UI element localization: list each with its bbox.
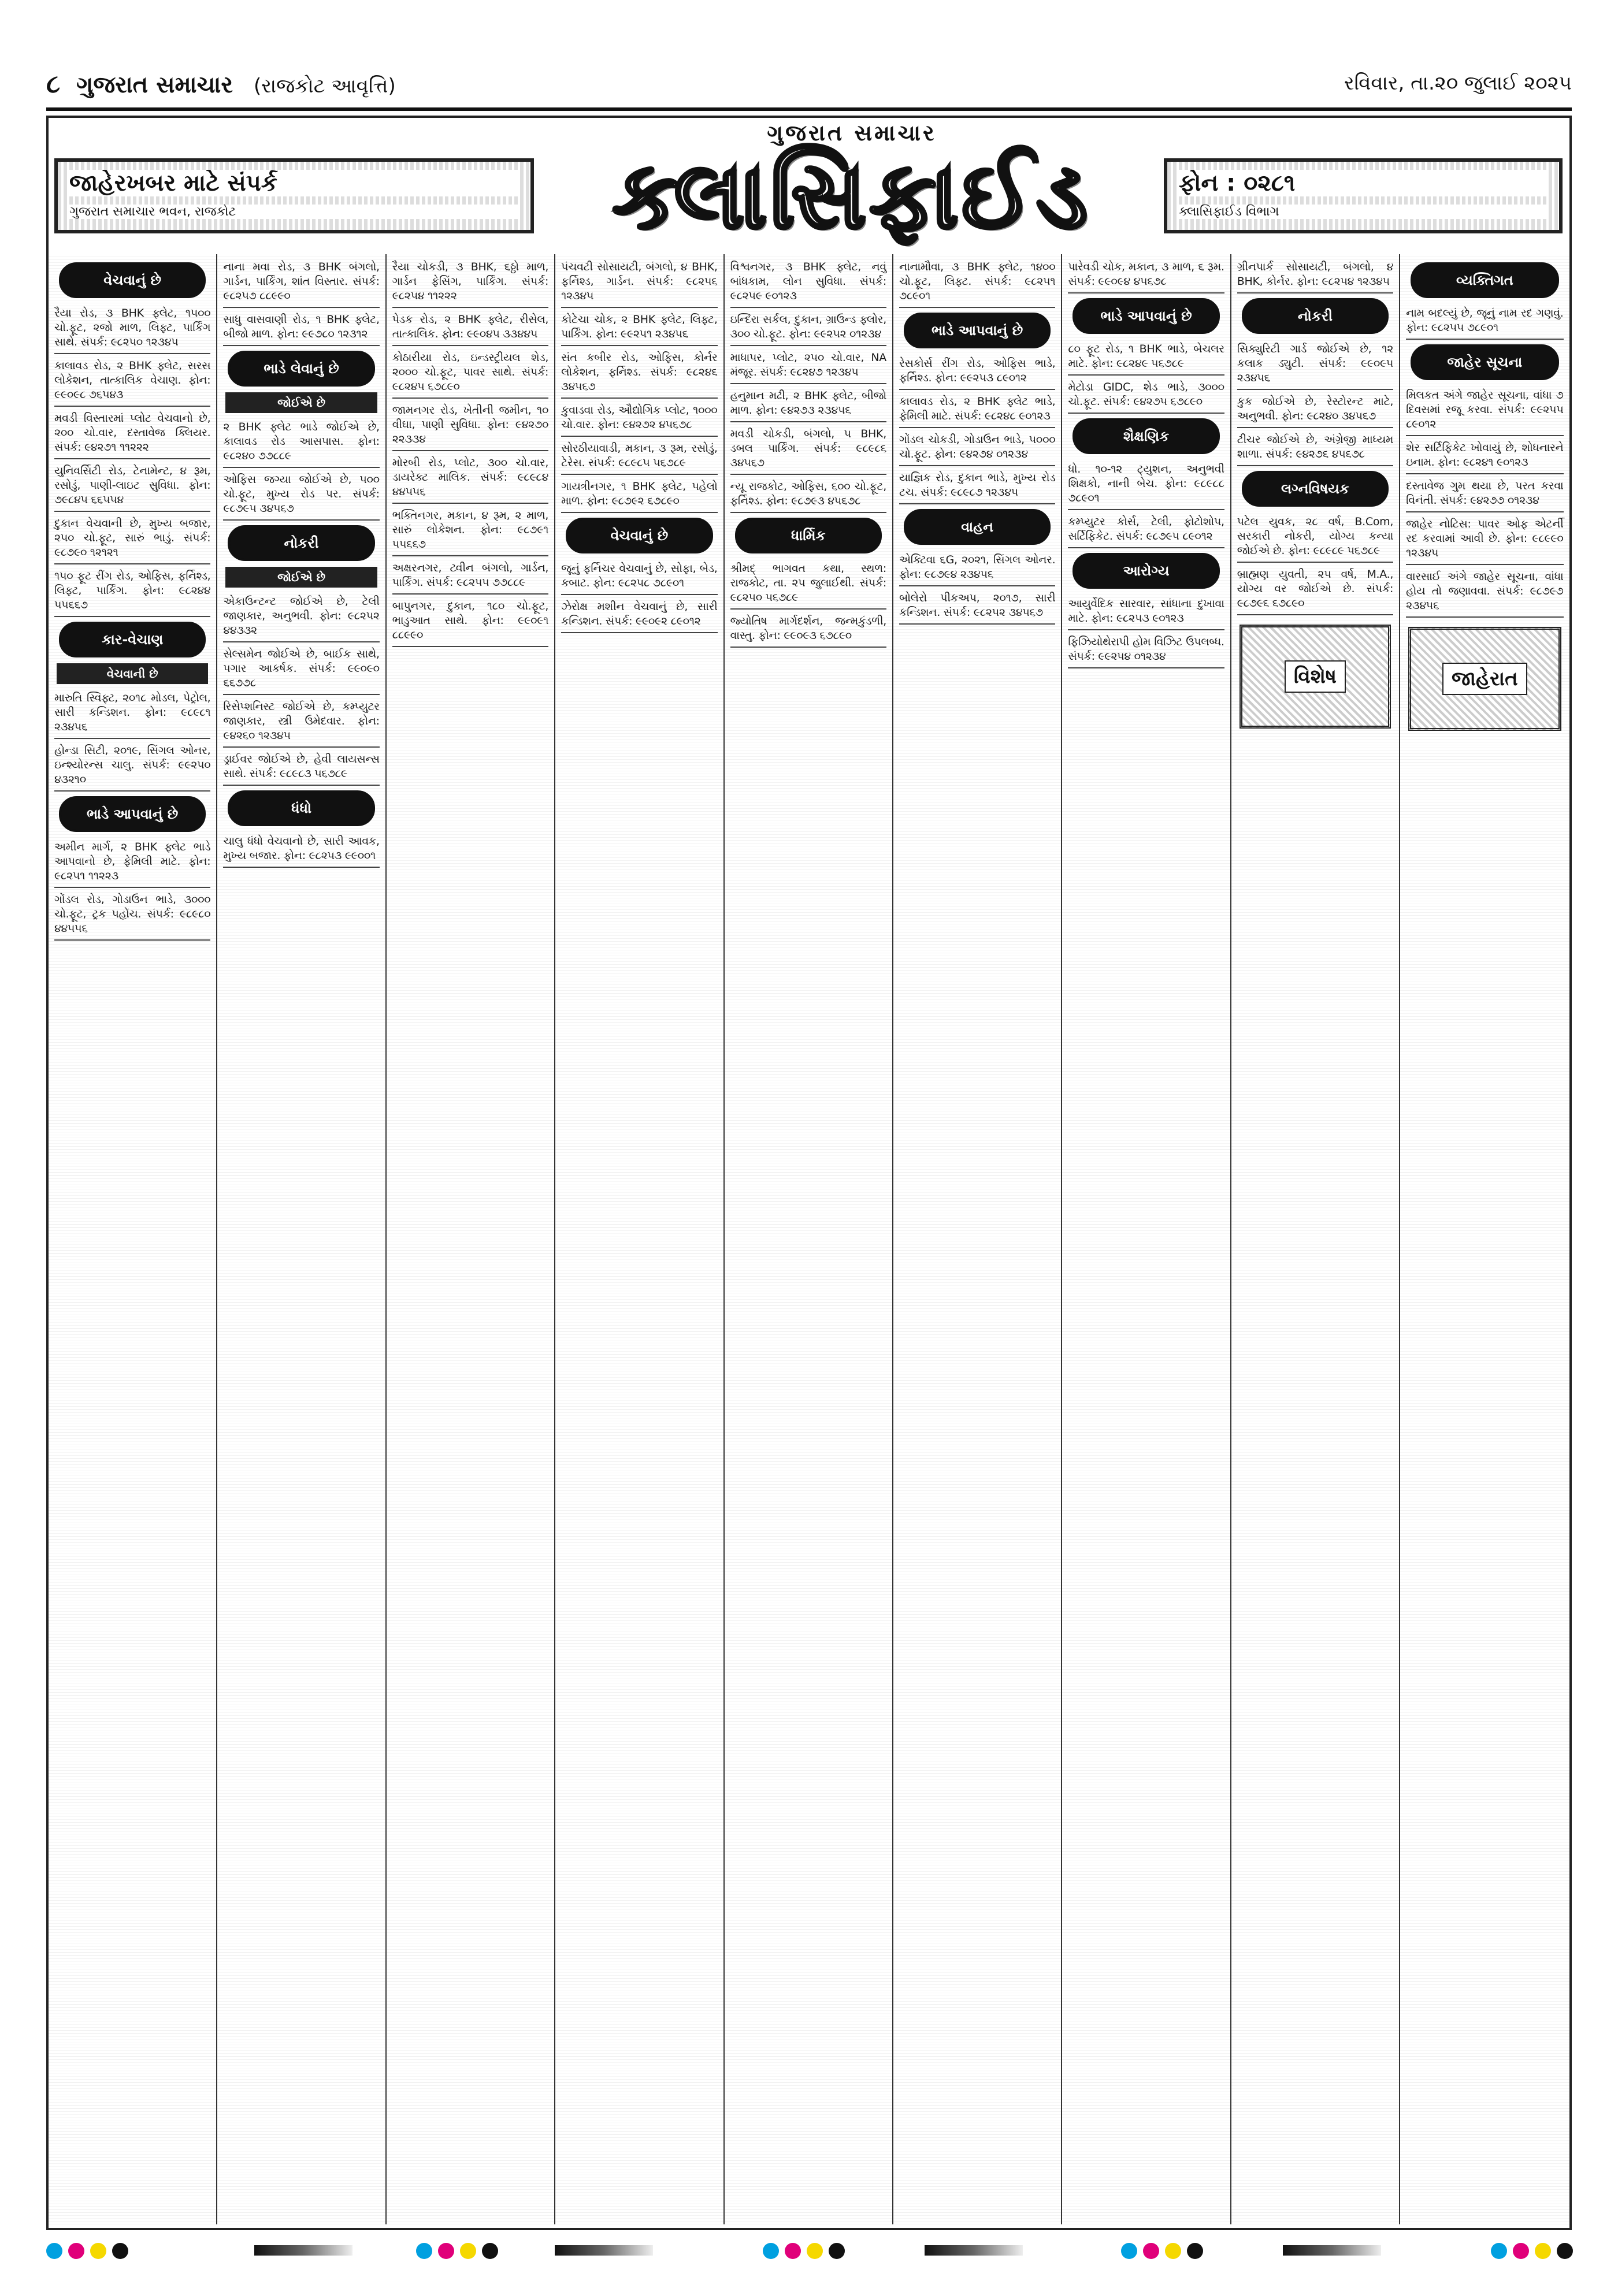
category-heading: આરોગ્ય <box>1073 553 1219 589</box>
classified-ad: કોટેચા ચોક, ૨ BHK ફ્લેટ, લિફ્ટ, પાર્કિંગ. ફોન: ૯૯૨૫૧ ૨૩૪૫૬ <box>561 310 717 346</box>
display-ad-box <box>1408 627 1561 731</box>
header-left <box>46 69 396 99</box>
classified-column <box>49 254 217 2224</box>
yellow-dot <box>1165 2243 1181 2259</box>
page-number: ૮ <box>46 69 61 99</box>
classified-ad: રૈયા ચોકડી, ૩ BHK, ૬ઠ્ઠો માળ, ગાર્ડન ફેસિંગ, પાર્કિંગ. સંપર્ક: ૯૮૨૫૪ ૧૧૨૨૨ <box>392 258 548 308</box>
yellow-dot <box>90 2243 106 2259</box>
classified-ad: ૨ BHK ફ્લેટ ભાડે જોઈએ છે, કાલાવડ રોડ આસપાસ. ફોન: ૯૮૨૪૦ ૭૭૮૮૯ <box>223 418 379 468</box>
classified-ad: વિશ્વનગર, ૩ BHK ફ્લેટ, નવું બાંધકામ, લોન સુવિધા. સંપર્ક: ૯૮૨૫૯ ૯૦૧૨૩ <box>730 258 886 308</box>
classified-column <box>893 254 1062 2224</box>
category-heading: લગ્નવિષયક <box>1242 471 1389 507</box>
category-heading: ધાર્મિક <box>735 518 882 553</box>
category-heading: વાહન <box>904 509 1051 545</box>
classified-ad: દસ્તાવેજ ગુમ થયા છે, પરત કરવા વિનંતી. સંપર્ક: ૯૪૨૭૭ ૦૧૨૩૪ <box>1406 477 1563 512</box>
classified-ad: હોન્ડા સિટી, ૨૦૧૯, સિંગલ ઓનર, ઇન્શ્યોરન્સ ચાલુ. સંપર્ક: ૯૯૨૫૦ ૪૩૨૧૦ <box>54 741 210 792</box>
classified-ad: ગોંડલ રોડ, ગોડાઉન ભાડે, ૩૦૦૦ ચો.ફૂટ, ટ્રક પહોંચ. સંપર્ક: ૯૮૯૮૦ ૪૪૫૫૬ <box>54 890 210 941</box>
classified-ad: વારસાઈ અંગે જાહેર સૂચના, વાંધા હોય તો જણાવવા. સંપર્ક: ૯૮૭૯૭ ૨૩૪૫૬ <box>1406 567 1563 618</box>
classified-ad: ઇન્દિરા સર્કલ, દુકાન, ગ્રાઉન્ડ ફ્લોર, ૩૦૦ ચો.ફૂટ. ફોન: ૯૯૨૫૨ ૦૧૨૩૪ <box>730 310 886 346</box>
classified-ad: સાધુ વાસવાણી રોડ, ૧ BHK ફ્લેટ, બીજો માળ. ફોન: ૯૯૭૮૦ ૧૨૩૧૨ <box>223 310 379 346</box>
classified-column <box>1231 254 1400 2224</box>
classified-ad: મવડી વિસ્તારમાં પ્લોટ વેચવાનો છે, ૨૦૦ ચો.વાર, દસ્તાવેજ ક્લિયર. સંપર્ક: ૯૪૨૭૧ ૧૧૨૨૨ <box>54 409 210 459</box>
magenta-dot <box>785 2243 801 2259</box>
masthead-right-line1: ફોન : ૦૨૮૧ <box>1179 170 1549 196</box>
category-heading: ભાડે આપવાનું છે <box>59 796 206 832</box>
classified-ad: ચાલુ ધંધો વેચવાનો છે, સારી આવક, મુખ્ય બજાર. ફોન: ૯૮૨૫૩ ૯૯૦૦૧ <box>223 832 379 868</box>
classified-column <box>1062 254 1231 2224</box>
category-heading: ભાડે લેવાનું છે <box>228 351 374 387</box>
classified-ad: ભક્તિનગર, મકાન, ૪ રૂમ, ૨ માળ, સારું લોકેશન. ફોન: ૯૮૭૯૧ ૫૫૬૬૭ <box>392 506 548 556</box>
classified-ad: મિલકત અંગે જાહેર સૂચના, વાંધા ૭ દિવસમાં રજૂ કરવા. સંપર્ક: ૯૯૨૫૫ ૮૯૦૧૨ <box>1406 386 1563 436</box>
classified-ad: પારેવડી ચોક, મકાન, ૩ માળ, ૬ રૂમ. સંપર્ક: ૯૯૦૯૪ ૪૫૬૭૮ <box>1068 258 1224 293</box>
classified-ad: હનુમાન મઢી, ૨ BHK ફ્લેટ, બીજો માળ. ફોન: ૯૪૨૭૩ ૨૩૪૫૬ <box>730 387 886 422</box>
black-dot <box>112 2243 128 2259</box>
classified-ad: નાનામૌવા, ૩ BHK ફ્લેટ, ૧૪૦૦ ચો.ફૂટ, લિફ્ટ. સંપર્ક: ૯૮૨૫૧ ૭૮૯૦૧ <box>899 258 1055 308</box>
publication-date: રવિવાર, તા.૨૦ જુલાઈ ૨૦૨૫ <box>1344 72 1572 95</box>
category-heading: જાહેર સૂચના <box>1411 344 1558 380</box>
classified-ad: મવડી ચોકડી, બંગલો, ૫ BHK, ડબલ પાર્કિંગ. સંપર્ક: ૯૮૯૮૬ ૩૪૫૬૭ <box>730 425 886 475</box>
masthead <box>49 118 1569 248</box>
classified-ad: સોરઠીયાવાડી, મકાન, ૩ રૂમ, રસોડું, ટેરેસ. સંપર્ક: ૯૮૯૮૫ ૫૬૭૮૯ <box>561 439 717 475</box>
gray-scale-bar <box>254 2245 352 2256</box>
category-heading: ભાડે આપવાનું છે <box>1073 298 1219 334</box>
classified-ad: અમીન માર્ગ, ૨ BHK ફ્લેટ ભાડે આપવાનો છે, ફેમિલી માટે. ફોન: ૯૮૨૫૧ ૧૧૨૨૩ <box>54 838 210 888</box>
classified-ad: પેડક રોડ, ૨ BHK ફ્લેટ, રીસેલ, તાત્કાલિક. ફોન: ૯૯૦૪૫ ૩૩૪૪૫ <box>392 310 548 346</box>
classified-ad: મારુતિ સ્વિફ્ટ, ૨૦૧૮ મોડલ, પેટ્રોલ, સારી કન્ડિશન. ફોન: ૯૮૯૮૧ ૨૩૪૫૬ <box>54 689 210 739</box>
display-ad-label: જાહેરાત <box>1442 663 1527 695</box>
classified-ad: ન્યૂ રાજકોટ, ઓફિસ, ૬૦૦ ચો.ફૂટ, ફર્નિશ્ડ. ફોન: ૯૮૭૯૩ ૪૫૬૭૮ <box>730 477 886 513</box>
black-dot <box>1187 2243 1203 2259</box>
classified-columns <box>49 254 1569 2224</box>
category-heading: નોકરી <box>228 525 374 561</box>
classified-ad: રૈયા રોડ, ૩ BHK ફ્લેટ, ૧૫૦૦ ચો.ફૂટ, ૨જો માળ, લિફ્ટ, પાર્કિંગ સાથે. સંપર્ક: ૯૮૨૫૦ ૧૨૩૪૫ <box>54 304 210 354</box>
classified-column <box>1400 254 1569 2224</box>
classified-ad: ઝેરોક્ષ મશીન વેચવાનું છે, સારી કન્ડિશન. સંપર્ક: ૯૯૦૯૨ ૮૯૦૧૨ <box>561 597 717 633</box>
masthead-title: ક્લાસિફાઈડ <box>613 141 1091 249</box>
classified-ad: શેર સર્ટિફિકેટ ખોવાયું છે, શોધનારને ઇનામ. ફોન: ૯૮૨૪૧ ૯૦૧૨૩ <box>1406 439 1563 474</box>
classified-ad: શ્રીમદ્ ભાગવત કથા, સ્થળ: રાજકોટ, તા. ૨૫ જુલાઈથી. સંપર્ક: ૯૮૨૫૦ ૫૬૭૮૯ <box>730 559 886 610</box>
category-heading: નોકરી <box>1242 298 1389 334</box>
registration-dots-left <box>46 2243 128 2259</box>
masthead-left-line2: ગુજરાત સમાચાર ભવન, રાજકોટ <box>69 205 520 219</box>
classified-column <box>555 254 724 2224</box>
page-header <box>46 69 1572 104</box>
category-heading: કાર-વેચાણ <box>59 622 206 657</box>
magenta-dot <box>68 2243 84 2259</box>
classified-ad: કુવાડવા રોડ, ઔદ્યોગિક પ્લોટ, ૧૦૦૦ ચો.વાર. ફોન: ૯૪૨૭૨ ૪૫૬૭૮ <box>561 401 717 437</box>
classified-ad: બોલેરો પીકઅપ, ૨૦૧૭, સારી કન્ડિશન. સંપર્ક: ૯૮૨૫૨ ૩૪૫૬૭ <box>899 589 1055 625</box>
classified-ad: નાના મવા રોડ, ૩ BHK બંગલો, ગાર્ડન, પાર્કિંગ, શાંત વિસ્તાર. સંપર્ક: ૯૮૨૫૭ ૮૮૯૯૦ <box>223 258 379 308</box>
subcategory-label: જોઈએ છે <box>225 567 377 588</box>
masthead-brand: ગુજરાત સમાચાર <box>767 120 937 146</box>
classified-ad: કાલાવડ રોડ, ૨ BHK ફ્લેટ, સરસ લોકેશન, તાત્કાલિક વેચાણ. ફોન: ૯૯૦૯૮ ૭૬૫૪૩ <box>54 356 210 407</box>
cyan-dot <box>1491 2243 1507 2259</box>
classified-ad: કોઠારીયા રોડ, ઇન્ડસ્ટ્રીયલ શેડ, ૨૦૦૦ ચો.ફૂટ, પાવર સાથે. સંપર્ક: ૯૮૨૪૫ ૬૭૮૯૦ <box>392 348 548 399</box>
classified-column <box>387 254 555 2224</box>
classified-ad: બાપુનગર, દુકાન, ૧૮૦ ચો.ફૂટ, ભાડુઆત સાથે. ફોન: ૯૯૦૯૧ ૮૮૯૯૦ <box>392 597 548 647</box>
masthead-right-panel <box>1164 158 1563 233</box>
registration-dots-3 <box>763 2243 845 2259</box>
classified-ad: ફિઝિયોથેરાપી હોમ વિઝિટ ઉપલબ્ધ. સંપર્ક: ૯૯૨૫૪ ૦૧૨૩૪ <box>1068 633 1224 668</box>
magenta-dot <box>1143 2243 1159 2259</box>
black-dot <box>482 2243 498 2259</box>
gray-scale-bar <box>925 2245 1023 2256</box>
display-ad-label: વિશેષ <box>1285 660 1346 693</box>
classified-ad: પટેલ યુવક, ૨૮ વર્ષ, B.Com, સરકારી નોકરી, યોગ્ય કન્યા જોઈએ છે. ફોન: ૯૮૯૮૯ ૫૬૭૮૯ <box>1237 512 1393 563</box>
classified-ad: સંત કબીર રોડ, ઓફિસ, કોર્નર લોકેશન, ફર્નિશ્ડ. સંપર્ક: ૯૮૨૪૬ ૩૪૫૬૭ <box>561 348 717 399</box>
classified-ad: નામ બદલ્યું છે, જૂનું નામ રદ ગણવું. ફોન: ૯૮૨૫૫ ૭૮૯૦૧ <box>1406 304 1563 340</box>
classified-ad: ૮૦ ફૂટ રોડ, ૧ BHK ભાડે, બેચલર માટે. ફોન: ૯૮૨૪૯ ૫૬૭૮૯ <box>1068 340 1224 376</box>
cyan-dot <box>1121 2243 1137 2259</box>
subcategory-label: જોઈએ છે <box>225 392 377 413</box>
classified-ad: યાજ્ઞિક રોડ, દુકાન ભાડે, મુખ્ય રોડ ટચ. સંપર્ક: ૯૮૯૮૭ ૧૨૩૪૫ <box>899 469 1055 504</box>
registration-dots-right <box>1491 2243 1573 2259</box>
classified-ad: જ્યોતિષ માર્ગદર્શન, જન્મકુંડળી, વાસ્તુ. ફોન: ૯૯૦૯૩ ૬૭૮૯૦ <box>730 612 886 648</box>
classified-ad: મેટોડા GIDC, શેડ ભાડે, ૩૦૦૦ ચો.ફૂટ. સંપર્ક: ૯૪૨૭૫ ૬૭૮૯૦ <box>1068 378 1224 414</box>
cyan-dot <box>46 2243 62 2259</box>
header-rule <box>46 107 1572 111</box>
category-heading: ધંધો <box>228 790 374 826</box>
classified-ad: ગાયત્રીનગર, ૧ BHK ફ્લેટ, પહેલો માળ. ફોન: ૯૮૭૯૨ ૬૭૮૯૦ <box>561 477 717 513</box>
classified-ad: એક્ટિવા ૬G, ૨૦૨૧, સિંગલ ઓનર. ફોન: ૯૮૭૯૪ ૨૩૪૫૬ <box>899 551 1055 586</box>
classified-ad: માધાપર, પ્લોટ, ૨૫૦ ચો.વાર, NA મંજૂર. સંપર્ક: ૯૮૨૪૭ ૧૨૩૪૫ <box>730 348 886 384</box>
classified-ad: સેલ્સમેન જોઈએ છે, બાઈક સાથે, પગાર આકર્ષક. સંપર્ક: ૯૯૦૯૦ ૬૬૭૭૮ <box>223 645 379 695</box>
classified-ad: બ્રાહ્મણ યુવતી, ૨૫ વર્ષ, M.A., યોગ્ય વર જોઈએ છે. સંપર્ક: ૯૮૭૯૬ ૬૭૮૯૦ <box>1237 565 1393 615</box>
magenta-dot <box>1513 2243 1529 2259</box>
classified-ad: આયુર્વેદિક સારવાર, સાંધાના દુખાવા માટે. ફોન: ૯૮૨૫૩ ૯૦૧૨૩ <box>1068 595 1224 630</box>
registration-dots-2 <box>416 2243 498 2259</box>
classified-ad: ૧૫૦ ફૂટ રીંગ રોડ, ઓફિસ, ફર્નિશ્ડ, લિફ્ટ, પાર્કિંગ. ફોન: ૯૮૨૪૪ ૫૫૬૬૭ <box>54 567 210 617</box>
classified-column <box>217 254 386 2224</box>
yellow-dot <box>807 2243 823 2259</box>
cyan-dot <box>416 2243 432 2259</box>
classified-ad: ગ્રીનપાર્ક સોસાયટી, બંગલો, ૪ BHK, કોર્નર. ફોન: ૯૮૨૫૪ ૧૨૩૪૫ <box>1237 258 1393 293</box>
classified-ad: જૂનું ફર્નિચર વેચવાનું છે, સોફા, બેડ, કબાટ. ફોન: ૯૮૨૫૮ ૭૮૯૦૧ <box>561 559 717 595</box>
classified-ad: રિસેપ્શનિસ્ટ જોઈએ છે, કમ્પ્યુટર જાણકાર, સ્ત્રી ઉમેદવાર. ફોન: ૯૪૨૬૦ ૧૨૩૪૫ <box>223 697 379 748</box>
classified-column <box>725 254 893 2224</box>
classified-ad: એકાઉન્ટન્ટ જોઈએ છે, ટેલી જાણકાર, અનુભવી. ફોન: ૯૮૨૫૨ ૪૪૩૩૨ <box>223 592 379 642</box>
yellow-dot <box>1535 2243 1551 2259</box>
masthead-left-line1: જાહેરખબર માટે સંપર્ક <box>69 170 520 196</box>
edition-label: (રાજકોટ આવૃત્તિ) <box>253 75 396 98</box>
classified-ad: પંચવટી સોસાયટી, બંગલો, ૪ BHK, ફર્નિશ્ડ, ગાર્ડન. સંપર્ક: ૯૮૨૫૬ ૧૨૩૪૫ <box>561 258 717 308</box>
classified-ad: કુક જોઈએ છે, રેસ્ટોરન્ટ માટે, અનુભવી. ફોન: ૯૮૨૪૦ ૩૪૫૬૭ <box>1237 392 1393 428</box>
classified-ad: ડ્રાઈવર જોઈએ છે, હેવી લાયસન્સ સાથે. સંપર્ક: ૯૮૯૮૩ ૫૬૭૮૯ <box>223 750 379 786</box>
category-heading: ભાડે આપવાનું છે <box>904 313 1051 348</box>
classified-ad: ઓફિસ જગ્યા જોઈએ છે, ૫૦૦ ચો.ફૂટ, મુખ્ય રોડ પર. સંપર્ક: ૯૮૭૯૫ ૩૪૫૬૭ <box>223 470 379 521</box>
classified-ad: ટીચર જોઈએ છે, અંગ્રેજી માધ્યમ શાળા. સંપર્ક: ૯૪૨૭૬ ૪૫૬૭૮ <box>1237 430 1393 466</box>
paper-name: ગુજરાત સમાચાર <box>76 72 233 98</box>
registration-marks <box>46 2243 1572 2266</box>
gray-scale-bar <box>555 2245 653 2256</box>
classified-ad: દુકાન વેચવાની છે, મુખ્ય બજાર, ૨૫૦ ચો.ફૂટ, સારું ભાડું. સંપર્ક: ૯૮૭૯૦ ૧૨૧૨૧ <box>54 514 210 564</box>
black-dot <box>1557 2243 1573 2259</box>
classified-ad: કાલાવડ રોડ, ૨ BHK ફ્લેટ ભાડે, ફેમિલી માટે. સંપર્ક: ૯૮૨૪૮ ૯૦૧૨૩ <box>899 392 1055 428</box>
classified-ad: સિક્યુરિટી ગાર્ડ જોઈએ છે, ૧૨ કલાક ડ્યુટી. સંપર્ક: ૯૯૦૯૫ ૨૩૪૫૬ <box>1237 340 1393 390</box>
classified-ad: રેસકોર્સ રીંગ રોડ, ઓફિસ ભાડે, ફર્નિશ્ડ. ફોન: ૯૯૨૫૩ ૮૯૦૧૨ <box>899 354 1055 390</box>
magenta-dot <box>438 2243 454 2259</box>
classified-ad: મોરબી રોડ, પ્લોટ, ૩૦૦ ચો.વાર, ડાયરેક્ટ માલિક. સંપર્ક: ૯૮૯૮૪ ૪૪૫૫૬ <box>392 454 548 504</box>
yellow-dot <box>460 2243 476 2259</box>
masthead-title-block <box>551 118 1152 248</box>
masthead-left-panel <box>54 158 534 233</box>
black-dot <box>829 2243 845 2259</box>
masthead-right-line2: ક્લાસિફાઈડ વિભાગ <box>1179 205 1549 219</box>
classified-ad: જાહેર નોટિસ: પાવર ઓફ એટર્ની રદ કરવામાં આવી છે. ફોન: ૯૮૯૯૦ ૧૨૩૪૫ <box>1406 515 1563 565</box>
subcategory-label: વેચવાની છે <box>57 663 208 684</box>
category-heading: વ્યક્તિગત <box>1411 262 1558 298</box>
gray-scale-bar <box>1283 2245 1381 2256</box>
classified-ad: ગોંડલ ચોકડી, ગોડાઉન ભાડે, ૫૦૦૦ ચો.ફૂટ. ફોન: ૯૪૨૭૪ ૦૧૨૩૪ <box>899 430 1055 466</box>
registration-dots-4 <box>1121 2243 1203 2259</box>
cyan-dot <box>763 2243 779 2259</box>
classified-ad: અક્ષરનગર, ટ્વીન બંગલો, ગાર્ડન, પાર્કિંગ. સંપર્ક: ૯૮૨૫૫ ૭૭૮૮૯ <box>392 559 548 595</box>
classified-ad: કમ્પ્યુટર કોર્સ, ટેલી, ફોટોશોપ, સર્ટિફિકેટ. સંપર્ક: ૯૮૭૯૫ ૮૯૦૧૨ <box>1068 512 1224 548</box>
category-heading: વેચવાનું છે <box>566 518 712 553</box>
classified-ad: જામનગર રોડ, ખેતીની જમીન, ૧૦ વીઘા, પાણી સુવિધા. ફોન: ૯૪૨૭૦ ૨૨૩૩૪ <box>392 401 548 451</box>
category-heading: વેચવાનું છે <box>59 262 206 298</box>
category-heading: શૈક્ષણિક <box>1073 418 1219 454</box>
classified-ad: યુનિવર્સિટી રોડ, ટેનામેન્ટ, ૪ રૂમ, રસોડું, પાણી-લાઇટ સુવિધા. ફોન: ૭૯૮૪૫ ૬૬૫૫૪ <box>54 462 210 512</box>
classified-ad: ધો. ૧૦-૧૨ ટ્યુશન, અનુભવી શિક્ષકો, નાની બેચ. ફોન: ૯૮૯૮૮ ૭૮૯૦૧ <box>1068 460 1224 510</box>
display-ad-box <box>1240 625 1391 729</box>
